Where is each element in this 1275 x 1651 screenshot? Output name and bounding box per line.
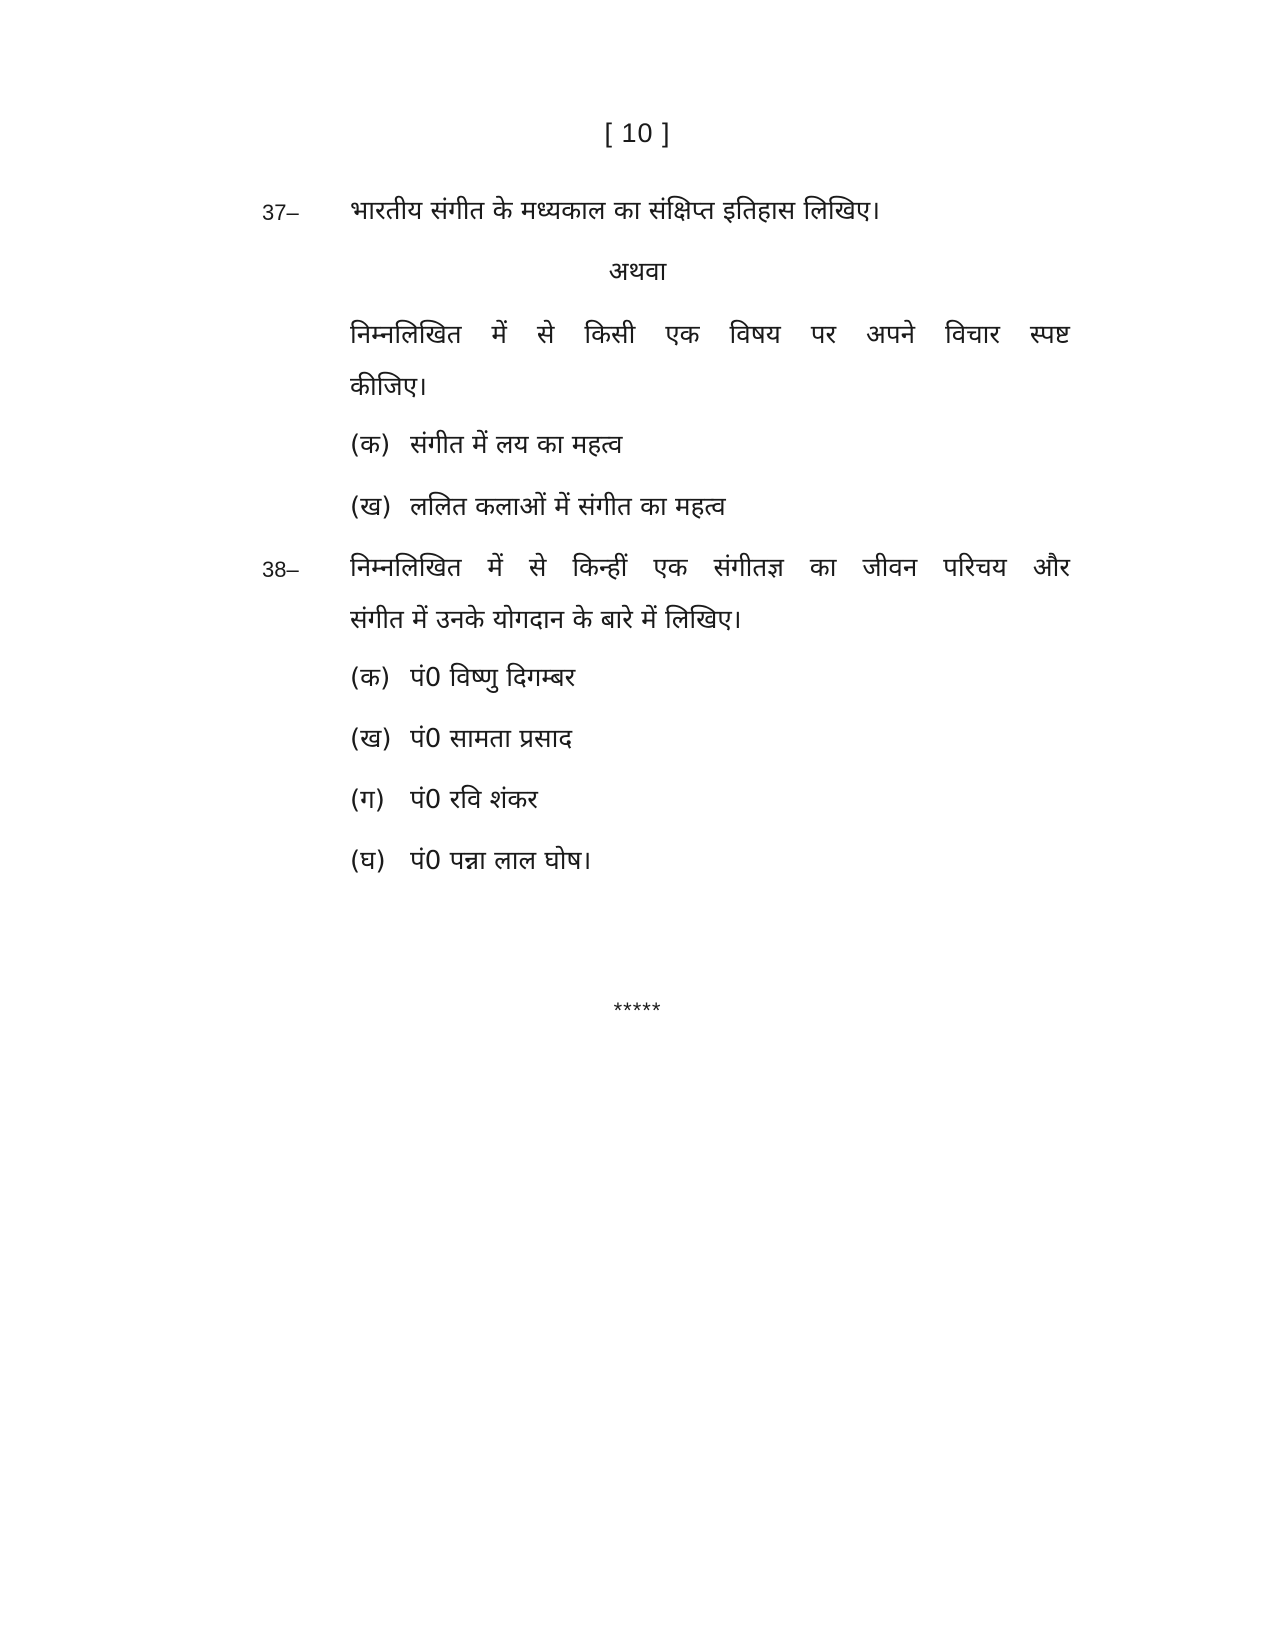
question-38-line2: संगीत में उनके योगदान के बारे में लिखिए। xyxy=(350,605,742,635)
question-37-option xyxy=(350,428,623,462)
end-mark: ***** xyxy=(613,998,662,1023)
question-38-option xyxy=(350,844,591,878)
page-number: [ 10 ] xyxy=(604,118,671,148)
option-label: (घ) xyxy=(350,846,386,876)
question-38-option xyxy=(350,783,538,817)
question-37-alt-line1: निम्नलिखित में से किसी एक विषय पर अपने विचार स्पष्ट xyxy=(350,320,1070,350)
option-label: (क) xyxy=(350,430,391,460)
question-38-option xyxy=(350,661,575,695)
question-37-number: 37– xyxy=(262,200,299,225)
question-38-option xyxy=(350,722,572,756)
option-text: पं0 विष्णु दिगम्बर xyxy=(410,663,576,693)
option-label: (ग) xyxy=(350,785,385,815)
option-text: पं0 रवि शंकर xyxy=(410,785,538,815)
option-label: (ख) xyxy=(350,724,392,754)
option-label: (क) xyxy=(350,663,391,693)
question-37-alt-line2: कीजिए। xyxy=(350,372,427,402)
or-separator: अथवा xyxy=(608,257,667,287)
option-text: पं0 पन्ना लाल घोष। xyxy=(410,846,592,876)
option-text: ललित कलाओं में संगीत का महत्व xyxy=(410,492,726,522)
option-label: (ख) xyxy=(350,492,392,522)
question-37-option xyxy=(350,490,726,524)
question-38-number: 38– xyxy=(262,557,299,582)
option-text: संगीत में लय का महत्व xyxy=(410,430,623,460)
question-38-line1: निम्नलिखित में से किन्हीं एक संगीतज्ञ का जीवन परिचय और xyxy=(350,553,1070,583)
option-text: पं0 सामता प्रसाद xyxy=(410,724,573,754)
question-37-text: भारतीय संगीत के मध्यकाल का संक्षिप्त इतिहास लिखिए। xyxy=(350,196,881,226)
